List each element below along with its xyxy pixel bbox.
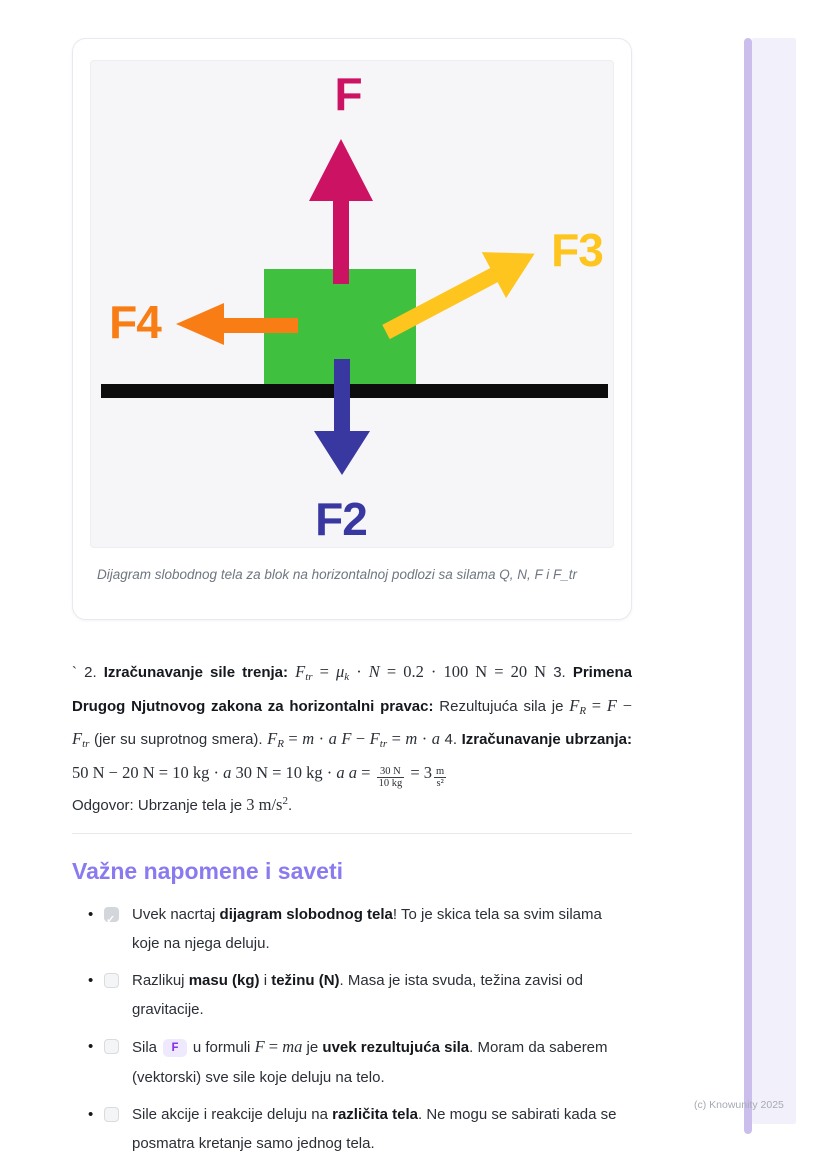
text-segment: tr xyxy=(379,738,388,751)
text-segment: N xyxy=(368,662,380,681)
watermark: (c) Knowunity 2025 xyxy=(694,1099,784,1111)
text-segment: a xyxy=(328,729,337,749)
text-segment: Razlikuj xyxy=(132,972,189,989)
checkbox xyxy=(104,973,119,988)
text-segment: − xyxy=(616,695,633,715)
text-segment: = 0.2 · 100 N = 20 N xyxy=(379,662,547,681)
text-segment: F xyxy=(606,695,617,715)
force-label-f: F xyxy=(334,68,362,120)
divider xyxy=(72,833,632,834)
figure-card xyxy=(72,38,632,620)
text-segment: $\frac{30 N}{10 kg}$ xyxy=(378,766,403,790)
text-segment: Izračunavanje ubrzanja: xyxy=(461,731,632,749)
force-arrow-left-shaft xyxy=(224,318,298,333)
text-segment: (jer su suprotnog smera). xyxy=(89,731,268,749)
text-segment: 3. xyxy=(546,664,573,681)
text-segment: Sile akcije i reakcije deluju na xyxy=(132,1106,333,1123)
text-segment: 4. xyxy=(440,731,462,749)
force-arrow-up-head xyxy=(309,139,373,201)
force-arrow-down-shaft xyxy=(334,359,350,433)
scrollbar-thumb[interactable] xyxy=(744,38,752,1134)
checkbox xyxy=(104,907,119,926)
text-segment: ! To je skica tela sa svim silama koje na njega deluju. xyxy=(132,906,602,952)
text-segment: 2 xyxy=(282,795,288,807)
text-segment: = xyxy=(312,662,336,681)
text-segment: Izračunavanje sile trenja: xyxy=(103,664,296,681)
text-segment: a xyxy=(223,762,232,782)
note-text xyxy=(132,900,632,958)
note-item xyxy=(72,966,632,1024)
note-item xyxy=(72,900,632,958)
free-body-diagram xyxy=(90,60,614,548)
text-segment: Sila xyxy=(132,1039,162,1056)
note-text xyxy=(132,966,632,1024)
text-segment: Rezultujuća sila je xyxy=(433,697,570,715)
answer-text xyxy=(72,789,632,818)
text-segment: . Ne mogu se sabirati kada se posmatra kretanje samo jednog tela. xyxy=(132,1106,617,1152)
bullet-icon: • xyxy=(88,1106,94,1123)
text-segment: F xyxy=(72,729,83,749)
text-segment: · xyxy=(417,729,432,749)
text-segment: F xyxy=(163,1039,187,1057)
notes-list xyxy=(72,900,632,1166)
text-segment: težinu (N) xyxy=(271,972,340,989)
text-segment: R xyxy=(579,704,587,717)
force-label-f2: F2 xyxy=(315,493,367,545)
solution-text xyxy=(72,658,632,789)
text-segment: a xyxy=(336,762,345,782)
text-segment: · xyxy=(349,662,369,681)
text-segment: = xyxy=(586,695,607,715)
text-segment: masu (kg) xyxy=(188,972,260,989)
note-text xyxy=(132,1100,632,1158)
bullet-icon: • xyxy=(88,1038,94,1055)
text-segment: uvek rezultujuća sila xyxy=(322,1039,470,1056)
text-segment: ma xyxy=(282,1037,303,1056)
force-label-f4: F4 xyxy=(109,296,161,348)
text-segment: F xyxy=(254,1037,265,1056)
text-segment: dijagram slobodnog tela xyxy=(219,906,393,923)
text-segment: različita tela xyxy=(332,1106,418,1123)
text-segment: F xyxy=(295,662,306,681)
text-segment: a xyxy=(348,762,358,782)
force-arrow-left-head xyxy=(176,303,224,345)
text-segment: $\frac{m}{\text{s²}}$ xyxy=(436,766,445,790)
text-segment: − xyxy=(351,729,370,749)
force-arrow-down-head xyxy=(314,431,370,475)
text-segment: = xyxy=(264,1037,283,1056)
text-segment: = xyxy=(387,729,406,749)
text-segment: . Masa je ista svuda, težina zavisi od gravitacije. xyxy=(132,972,583,1018)
note-item xyxy=(72,1100,632,1158)
text-segment: a xyxy=(431,729,440,749)
text-segment: Primena Drugog Njutnovog zakona za horizontalni pravac: xyxy=(72,664,633,715)
text-segment: je xyxy=(302,1039,323,1056)
text-segment: = 3 xyxy=(406,762,433,782)
text-segment: 3 m/s xyxy=(246,795,283,814)
note-item xyxy=(72,1032,632,1092)
checkbox xyxy=(104,1107,119,1122)
text-segment: tr xyxy=(82,738,90,751)
ground-line xyxy=(101,384,608,398)
text-segment: · xyxy=(314,729,329,749)
text-segment: u formuli xyxy=(188,1039,255,1056)
text-segment: m xyxy=(405,729,418,749)
text-segment: = xyxy=(283,729,303,749)
text-segment: Odgovor: Ubrzanje tela je xyxy=(72,797,247,814)
text-segment: F xyxy=(569,695,580,715)
text-segment: tr xyxy=(305,671,313,683)
text-segment: 50 N − 20 N = 10 kg · xyxy=(72,762,224,782)
force-label-f3: F3 xyxy=(551,224,603,276)
text-segment: i xyxy=(259,972,272,989)
text-segment: μ xyxy=(335,662,345,681)
force-arrow-up-shaft xyxy=(333,199,349,284)
text-segment: k xyxy=(344,671,350,683)
notes-heading: Važne napomene i saveti xyxy=(72,858,344,884)
text-segment: 30 N = 10 kg · xyxy=(231,762,337,782)
text-segment: = xyxy=(357,762,375,782)
text-segment: ` 2. xyxy=(72,664,104,681)
text-segment: F xyxy=(267,729,278,749)
figure-caption: Dijagram slobodnog tela za blok na horizontalnoj podlozi sa silama Q, N, F i F_tr xyxy=(97,567,577,582)
scrollbar-track[interactable] xyxy=(752,38,796,1124)
text-segment: . Moram da saberem (vektorski) sve sile koje deluju na telo. xyxy=(132,1039,608,1086)
text-segment: F xyxy=(341,729,352,749)
check-icon: ✓ xyxy=(106,914,116,926)
note-text xyxy=(132,1032,632,1092)
bullet-icon: • xyxy=(88,906,94,923)
text-segment: Uvek nacrtaj xyxy=(132,906,220,923)
text-segment: m xyxy=(302,729,315,749)
text-segment: R xyxy=(277,738,284,751)
checkbox xyxy=(104,1039,119,1054)
text-segment: . xyxy=(287,797,293,814)
text-segment: F xyxy=(369,729,380,749)
bullet-icon: • xyxy=(88,972,94,989)
